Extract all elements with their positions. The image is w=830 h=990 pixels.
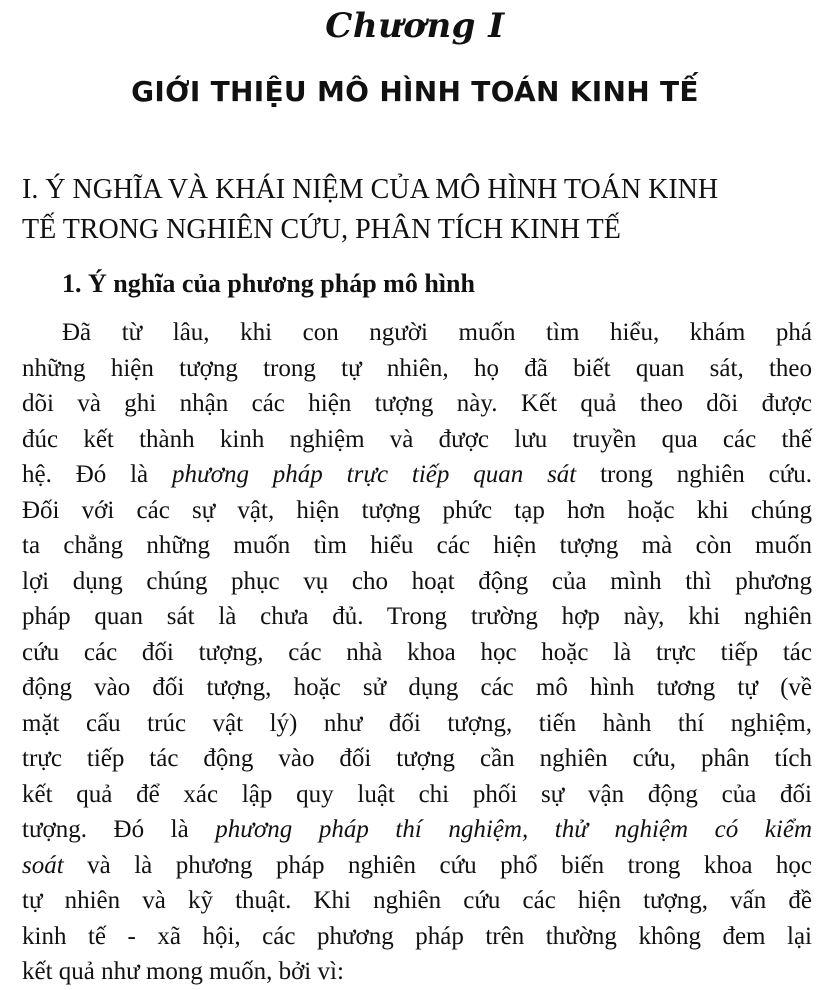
text-run: và là phương pháp nghiên cứu phổ biến trong khoa học [63, 851, 812, 879]
chapter-title: GIỚI THIỆU MÔ HÌNH TOÁN KINH TẾ [131, 75, 699, 108]
emphasis-controlled-experiment-end: soát [22, 851, 64, 879]
paragraph-line: động vào đối tượng, hoặc sử dụng các mô hình tương tự (về [22, 674, 812, 701]
section-heading-line: TẾ TRONG NGHIÊN CỨU, PHÂN TÍCH KINH TẾ [22, 214, 621, 245]
body-paragraph [22, 315, 812, 990]
paragraph-line [22, 457, 812, 493]
paragraph-line: lợi dụng chúng phục vụ cho hoạt động của mình thì phương [22, 567, 812, 595]
text-run: trong nghiên cứu. [576, 461, 812, 488]
text-run: tượng. Đó là [22, 816, 216, 843]
paragraph-line [22, 812, 812, 848]
paragraph-line: Đối với các sự vật, hiện tượng phức tạp hơn hoặc khi chúng [22, 496, 812, 524]
paragraph-line: Đã từ lâu, khi con người muốn tìm hiểu, khám phá [62, 319, 812, 346]
subsection-heading: 1. Ý nghĩa của phương pháp mô hình [62, 269, 475, 298]
section-heading [22, 170, 812, 250]
paragraph-line: những hiện tượng trong tự nhiên, họ đã biết quan sát, theo [22, 354, 812, 382]
paragraph-line: trực tiếp tác động vào đối tượng cần nghiên cứu, phân tích [22, 745, 812, 772]
paragraph-line: tự nhiên và kỹ thuật. Khi nghiên cứu các hiện tượng, vấn đề [22, 887, 812, 914]
chapter-label: Chương I [325, 6, 505, 46]
paragraph-line: kết quả để xác lập quy luật chi phối sự vận động của đối [22, 780, 812, 808]
paragraph-line: cứu các đối tượng, các nhà khoa học hoặc là trực tiếp tác [22, 638, 812, 666]
paragraph-line: đúc kết thành kinh nghiệm và được lưu truyền qua các thế [22, 425, 812, 453]
emphasis-controlled-experiment: phương pháp thí nghiệm, thử nghiệm có kiểm [215, 816, 813, 843]
paragraph-line: kết quả như mong muốn, bởi vì: [22, 958, 344, 985]
paragraph-line: kinh tế - xã hội, các phương pháp trên thường không đem lại [22, 922, 812, 950]
section-heading-line: I. Ý NGHĨA VÀ KHÁI NIỆM CỦA MÔ HÌNH TOÁN KINH [22, 174, 719, 205]
text-run: hệ. Đó là [22, 461, 172, 488]
paragraph-line: mặt cấu trúc vật lý) như đối tượng, tiến hành thí nghiệm, [22, 709, 812, 737]
emphasis-direct-observation: phương pháp trực tiếp quan sát [171, 461, 577, 488]
paragraph-line: pháp quan sát là chưa đủ. Trong trường hợp này, khi nghiên [22, 603, 812, 630]
paragraph-line: ta chẳng những muốn tìm hiểu các hiện tượng mà còn muốn [22, 532, 812, 559]
paragraph-line: dõi và ghi nhận các hiện tượng này. Kết quả theo dõi được [22, 390, 812, 417]
paragraph-line [22, 848, 812, 884]
